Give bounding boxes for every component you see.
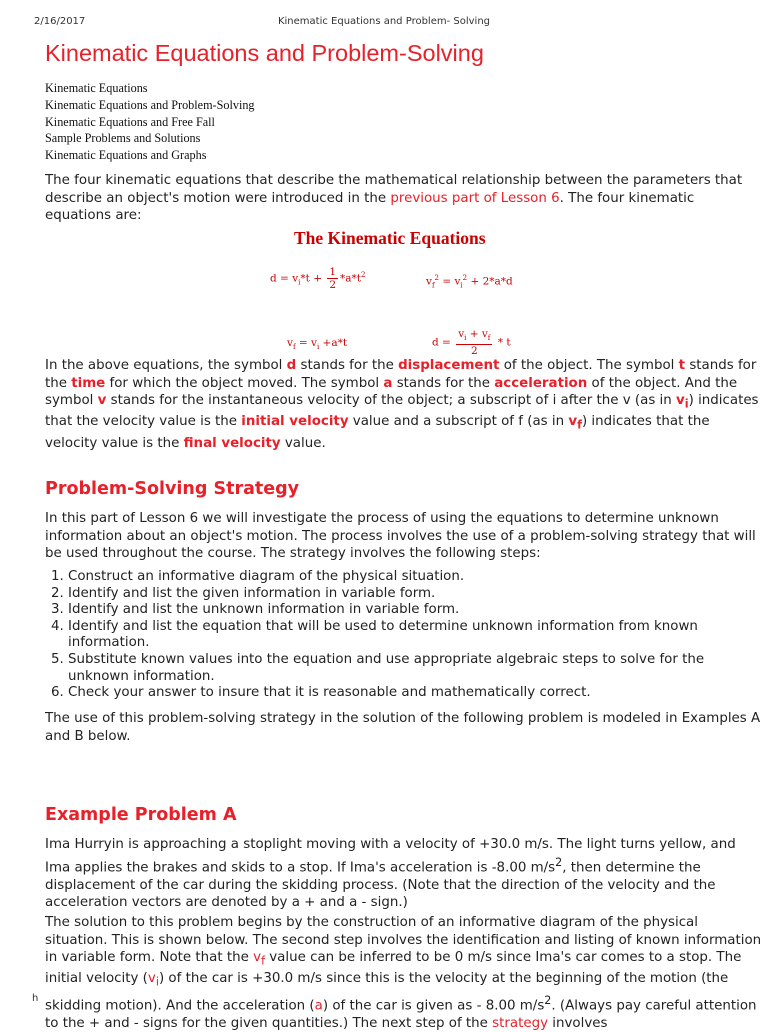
equation-4: d = $\frac{v_i + v_f}{2}$ * t (432, 328, 511, 358)
list-item: 1. Construct an informative diagram of the physical situation. (68, 569, 758, 586)
list-item: 4. Identify and list the equation that will be used to determine unknown information from known information. (68, 619, 758, 652)
nav-link-problem-solving[interactable]: Kinematic Equations and Problem-Solving (45, 97, 255, 112)
print-date: 2/16/2017 (34, 16, 86, 27)
strategy-heading: Problem-Solving Strategy (45, 479, 300, 499)
previous-lesson-link[interactable]: previous part of Lesson 6 (390, 190, 560, 206)
print-title: Kinematic Equations and Problem- Solving (277, 16, 491, 27)
nav-link-kinematic-equations[interactable]: Kinematic Equations (45, 81, 148, 95)
example-a-problem: Ima Hurryin is approaching a stoplight moving with a velocity of +30.0 m/s. The light turns yellow, and Ima applies the brakes and skids to a stop. If Ima's acceleration is -8.00 $m/s^2$, then determine the displacement of the car during the skidding process. (Note that the direction of the velocity and the acceleration vectors are denoted by a + and a - sign.) (45, 837, 736, 911)
equation-2: $v_f^2 = v_i^2 + 2*a*d$ (426, 274, 513, 290)
intro-text-end: . The four kinematic equations are: (45, 190, 695, 224)
list-item: 6. Check your answer to insure that it is reasonable and mathematically correct. (68, 685, 758, 702)
equation-1: $d = v_i*t$ + $\frac{1}{2}$ $*a*t^2$ (270, 266, 366, 291)
list-item: 3. Identify and list the unknown information in variable form. (68, 602, 758, 619)
list-item: 5. Substitute known values into the equation and use appropriate algebraic steps to solve for the unknown information. (68, 652, 758, 685)
page-title: Kinematic Equations and Problem-Solving (45, 40, 484, 66)
equations-title: The Kinematic Equations (294, 228, 486, 248)
symbols-paragraph: In the above equations, the symbol d stands for the displacement of the object. The symbol t stands for the time for which the object moved. The symbol a stands for the acceleration of the object. And the symbol v stands for the instantaneous velocity of the object; a subscript of i after the v (as in $v_i$) indicates that the velocity value is the initial velocity value and a subscript of f (as in $v_f$) indicates that the velocity value is the final velocity value. (45, 358, 759, 451)
fraction-average-velocity: $\frac{v_i + v_f}{2}$ (458, 328, 491, 358)
intro-paragraph (45, 172, 762, 225)
strategy-outro: The use of this problem-solving strategy in the solution of the following problem is modeled in Examples A and B below. (45, 711, 761, 744)
example-a-solution: The solution to this problem begins by the construction of an informative diagram of the physical situation. This is shown below. The second step involves the identification and listing of known information in variable form. Note that the $v_f$ value can be inferred to be 0 m/s since Ima's car comes to a stop. The initial velocity $(v_i)$ of the car is +30.0 m/s since this is the velocity at the beginning of the motion (the skidding motion). And the acceleration (a) of the car is given as - 8.00 $m/s^2$. (Always pay careful attention to the + and - signs for the given quantities.) The next step of the strategy involves (45, 915, 762, 1031)
nav-link-free-fall[interactable]: Kinematic Equations and Free Fall (45, 114, 215, 129)
fraction-half: $\frac{1}{2}$ (329, 266, 337, 291)
strategy-intro: In this part of Lesson 6 we will investigate the process of using the equations to determine unknown information about an object's motion. The process involves the use of a problem-solving strategy that will be used throughout the course. The strategy involves the following steps: (45, 511, 756, 562)
equation-3: $v_f = v_i +a*t$ (287, 337, 348, 352)
intro-text: The four kinematic equations that describe the mathematical relationship between the parameters that describe an object's motion were introduced in the (45, 173, 743, 206)
list-item: 2. Identify and list the given information in variable form. (68, 586, 758, 603)
print-footer-mark: h (32, 993, 39, 1004)
example-a-heading: Example Problem A (45, 805, 237, 825)
lesson-nav (45, 80, 255, 164)
nav-link-graphs[interactable]: Kinematic Equations and Graphs (45, 148, 207, 163)
nav-link-sample-problems[interactable]: Sample Problems and Solutions (45, 131, 201, 146)
strategy-link[interactable]: strategy (492, 1015, 549, 1031)
strategy-steps (45, 569, 758, 702)
